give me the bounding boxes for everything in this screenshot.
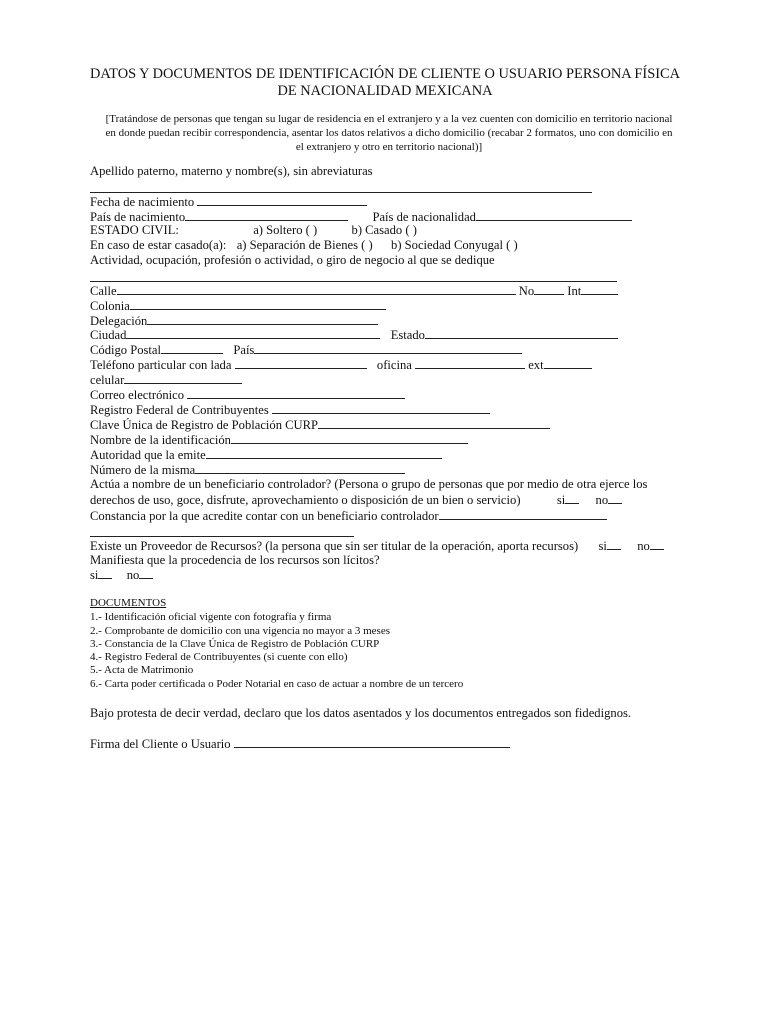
rfc-label: Registro Federal de Contribuyentes — [90, 403, 269, 417]
mobile-label: celular — [90, 373, 125, 387]
nationality-label: País de nacionalidad — [372, 210, 476, 224]
beneficiary-yes-field[interactable] — [565, 492, 579, 504]
birth-date-field[interactable] — [197, 194, 367, 206]
document-item-1: 1.- Identificación oficial vigente con fotografía y firma — [90, 611, 332, 623]
lawful-origin-question: Manifiesta que la procedencia de los recursos son lícitos? — [90, 553, 380, 567]
beneficiary-no-field[interactable] — [608, 492, 622, 504]
colony-field[interactable] — [130, 298, 386, 310]
activity-label: Actividad, ocupación, profesión o actividad, o giro de negocio al que se dedique — [90, 253, 495, 267]
extension-field[interactable] — [544, 357, 592, 369]
delegation-row — [90, 313, 378, 328]
provider-no-label: no — [637, 539, 650, 553]
documents-heading: DOCUMENTOS — [90, 597, 167, 609]
provider-yes-label: si — [598, 539, 607, 553]
int-number-label: Int — [567, 284, 582, 298]
birth-date-label: Fecha de nacimiento — [90, 195, 195, 209]
curp-field[interactable] — [318, 417, 550, 429]
civil-status-row — [90, 223, 417, 237]
marriage-regime-row — [90, 238, 518, 252]
full-name-label: Apellido paterno, materno y nombre(s), sin abreviaturas — [90, 164, 373, 178]
rfc-field[interactable] — [272, 402, 490, 414]
extension-label: ext — [528, 358, 544, 372]
constancy-field-continued[interactable] — [90, 536, 354, 537]
id-name-field[interactable] — [231, 432, 468, 444]
civil-status-label: ESTADO CIVIL: — [90, 223, 179, 237]
provider-yes-field[interactable] — [607, 538, 621, 550]
id-name-label: Nombre de la identificación — [90, 433, 231, 447]
document-item-3: 3.- Constancia de la Clave Única de Registro de Población CURP — [90, 638, 380, 650]
full-name-field[interactable] — [90, 192, 592, 193]
id-number-field[interactable] — [195, 462, 405, 474]
title-line-1: DATOS Y DOCUMENTOS DE IDENTIFICACIÓN DE CLIENTE O USUARIO PERSONA FÍSICA — [89, 66, 681, 82]
phone-field[interactable] — [235, 357, 367, 369]
provider-row — [90, 538, 664, 553]
city-label: Ciudad — [90, 328, 127, 342]
rfc-row — [90, 402, 490, 417]
country-field[interactable] — [254, 342, 522, 354]
phone-label: Teléfono particular con lada — [90, 358, 232, 372]
signature-field[interactable] — [234, 736, 510, 748]
street-row — [90, 283, 618, 298]
delegation-field[interactable] — [147, 313, 378, 325]
email-row — [90, 387, 405, 402]
int-number-field[interactable] — [581, 283, 618, 295]
city-field[interactable] — [126, 327, 380, 339]
separate-property-option[interactable]: a) Separación de Bienes ( ) — [236, 238, 373, 252]
birth-date-row — [90, 194, 367, 209]
curp-row — [90, 417, 550, 432]
phone-row — [90, 357, 592, 372]
lawful-no-label: no — [126, 568, 140, 582]
birth-country-label: País de nacimiento — [90, 210, 186, 224]
document-item-2: 2.- Comprobante de domicilio con una vigencia no mayor a 3 meses — [90, 625, 390, 637]
constancy-row — [90, 508, 607, 523]
signature-row — [90, 736, 510, 751]
birth-country-row — [90, 209, 632, 224]
single-option[interactable]: a) Soltero ( ) — [253, 223, 318, 237]
signature-label: Firma del Cliente o Usuario — [90, 737, 231, 751]
beneficiary-yes-label: si — [556, 493, 566, 507]
document-item-6: 6.- Carta poder certificada o Poder Notarial en caso de actuar a nombre de un tercero — [90, 678, 464, 690]
constancy-label: Constancia por la que acredite contar con un beneficiario controlador — [90, 509, 439, 523]
office-phone-label: oficina — [376, 358, 412, 372]
state-field[interactable] — [425, 327, 618, 339]
document-item-5: 5.- Acta de Matrimonio — [90, 664, 194, 676]
note-line-1: [Tratándose de personas que tengan su lugar de residencia en el extranjero y a la vez cuenten con domicilio en territorio nacional — [105, 113, 673, 125]
postal-row — [90, 342, 522, 357]
postal-code-field[interactable] — [161, 342, 223, 354]
form-title — [60, 66, 710, 100]
colony-label: Colonia — [90, 299, 130, 313]
mobile-field[interactable] — [124, 372, 242, 384]
activity-field[interactable] — [90, 281, 617, 282]
note-line-3: el extranjero y otro en territorio nacional)] — [295, 141, 483, 153]
lawful-yes-label: si — [90, 568, 99, 582]
beneficiary-question-1: Actúa a nombre de un beneficiario controlador? (Persona o grupo de personas que por medio de otra ejerce los — [90, 477, 648, 491]
id-number-row — [90, 462, 405, 477]
conjugal-property-option[interactable]: b) Sociedad Conyugal ( ) — [391, 238, 518, 252]
id-number-label: Número de la misma — [90, 463, 196, 477]
provider-question: Existe un Proveedor de Recursos? (la persona que sin ser titular de la operación, aporta recursos) — [90, 539, 579, 553]
title-line-2: DE NACIONALIDAD MEXICANA — [277, 83, 493, 99]
issuer-label: Autoridad que la emite — [90, 448, 206, 462]
email-label: Correo electrónico — [90, 388, 185, 402]
id-name-row — [90, 432, 468, 447]
curp-label: Clave Única de Registro de Población CURP — [90, 418, 319, 432]
birth-country-field[interactable] — [185, 209, 348, 221]
mobile-row — [90, 372, 242, 387]
constancy-field[interactable] — [439, 508, 607, 520]
ext-number-field[interactable] — [534, 283, 564, 295]
nationality-field[interactable] — [476, 209, 632, 221]
street-field[interactable] — [117, 283, 516, 295]
beneficiary-question-row — [90, 492, 622, 507]
lawful-yes-field[interactable] — [98, 567, 112, 579]
street-label: Calle — [90, 284, 117, 298]
note-line-2: en donde puedan recibir correspondencia, asentar los datos relativos a dicho domicilio (recabar 2 formatos, uno con domicilio en — [105, 127, 673, 139]
beneficiary-no-label: no — [595, 493, 609, 507]
ext-number-label: No — [518, 284, 535, 298]
email-field[interactable] — [187, 387, 405, 399]
marriage-regime-label: En caso de estar casado(a): — [90, 238, 227, 252]
lawful-origin-row — [90, 567, 153, 582]
married-option[interactable]: b) Casado ( ) — [351, 223, 417, 237]
office-phone-field[interactable] — [415, 357, 525, 369]
issuer-field[interactable] — [206, 447, 442, 459]
provider-no-field[interactable] — [650, 538, 664, 550]
document-item-4: 4.- Registro Federal de Contribuyentes (si cuente con ello) — [90, 651, 348, 663]
lawful-no-field[interactable] — [139, 567, 153, 579]
issuer-row — [90, 447, 442, 462]
beneficiary-question-2: derechos de uso, goce, disfrute, aprovechamiento o disposición de un bien o servicio) — [90, 493, 521, 507]
city-row — [90, 327, 618, 342]
residence-note — [80, 112, 698, 154]
state-label: Estado — [390, 328, 425, 342]
colony-row — [90, 298, 386, 313]
delegation-label: Delegación — [90, 314, 148, 328]
declaration-text: Bajo protesta de decir verdad, declaro que los datos asentados y los documentos entregados son fidedignos. — [90, 706, 632, 720]
postal-code-label: Código Postal — [90, 343, 162, 357]
country-label: País — [233, 343, 255, 357]
